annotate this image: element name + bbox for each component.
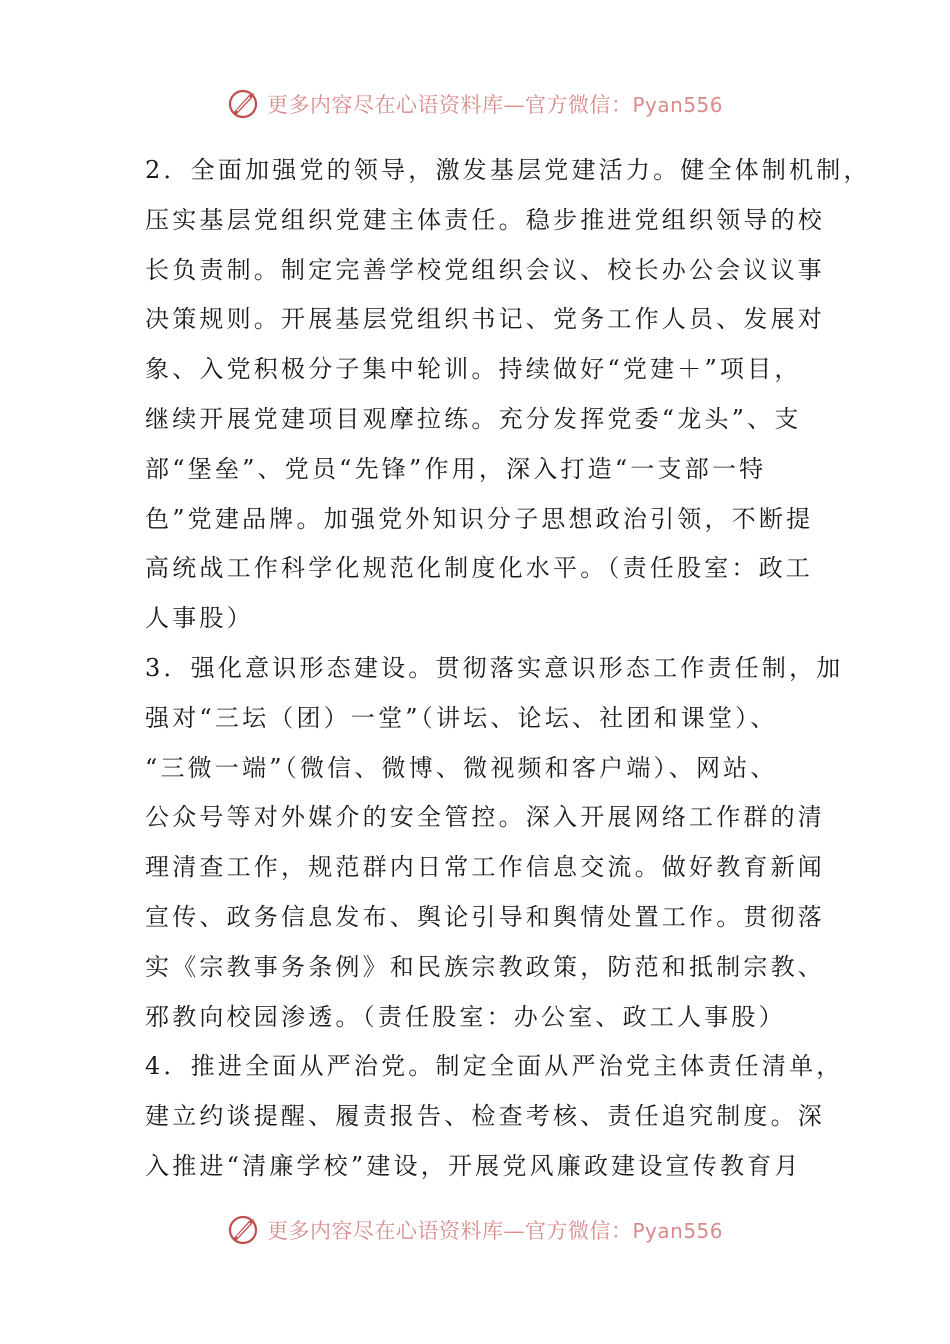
text-line: 长负责制。制定完善学校党组织会议、校长办公会议议事: [145, 255, 825, 284]
header-watermark-text: 更多内容尽在心语资料库—官方微信：Pyan556: [266, 93, 723, 117]
text-line: 部“堡垒”、党员“先锋”作用，深入打造“一支部一特: [145, 454, 767, 483]
text-line: 公众号等对外媒介的安全管控。深入开展网络工作群的清: [145, 803, 825, 832]
text-line: 邪教向校园渗透。（责任股室：办公室、政工人事股）: [145, 1002, 786, 1031]
pen-logo-icon: [227, 87, 261, 121]
pen-logo-icon: [227, 1213, 261, 1247]
text-line: 色”党建品牌。加强党外知识分子思想政治引领，不断提: [145, 504, 814, 533]
text-line: 人事股）: [145, 604, 254, 633]
document-body: [145, 146, 871, 1192]
text-line: 继续开展党建项目观摩拉练。充分发挥党委“龙头”、支: [145, 404, 802, 433]
footer-watermark: [0, 1210, 950, 1250]
text-line: 强对“三坛（团）一堂”（讲坛、论坛、社团和课堂）、: [145, 703, 778, 732]
text-line: 宣传、政务信息发布、舆论引导和舆情处置工作。贯彻落: [145, 902, 825, 931]
text-line: 入推进“清廉学校”建设，开展党风廉政建设宣传教育月: [145, 1151, 802, 1180]
text-line: 压实基层党组织党建主体责任。稳步推进党组织领导的校: [145, 205, 825, 234]
text-line: 高统战工作科学化规范化制度化水平。（责任股室：政工: [145, 554, 813, 583]
text-line: “三微一端”（微信、微博、微视频和客户端）、网站、: [145, 753, 778, 782]
text-line: 象、入党积极分子集中轮训。持续做好“党建＋”项目，: [145, 355, 802, 384]
text-line: 4．推进全面从严治党。制定全面从严治党主体责任清单，: [145, 1052, 844, 1081]
text-line: 理清查工作，规范群内日常工作信息交流。做好教育新闻: [145, 853, 825, 882]
text-line: 实《宗教事务条例》和民族宗教政策，防范和抵制宗教、: [145, 952, 825, 981]
text-line: 2．全面加强党的领导，激发基层党建活力。健全体制机制，: [145, 156, 871, 184]
text-line: 建立约谈提醒、履责报告、检查考核、责任追究制度。深: [145, 1102, 825, 1131]
text-line: 3．强化意识形态建设。贯彻落实意识形态工作责任制，加: [145, 653, 844, 682]
footer-watermark-text: 更多内容尽在心语资料库—官方微信：Pyan556: [266, 1219, 723, 1243]
header-watermark: [0, 84, 950, 124]
text-line: 决策规则。开展基层党组织书记、党务工作人员、发展对: [145, 305, 825, 334]
